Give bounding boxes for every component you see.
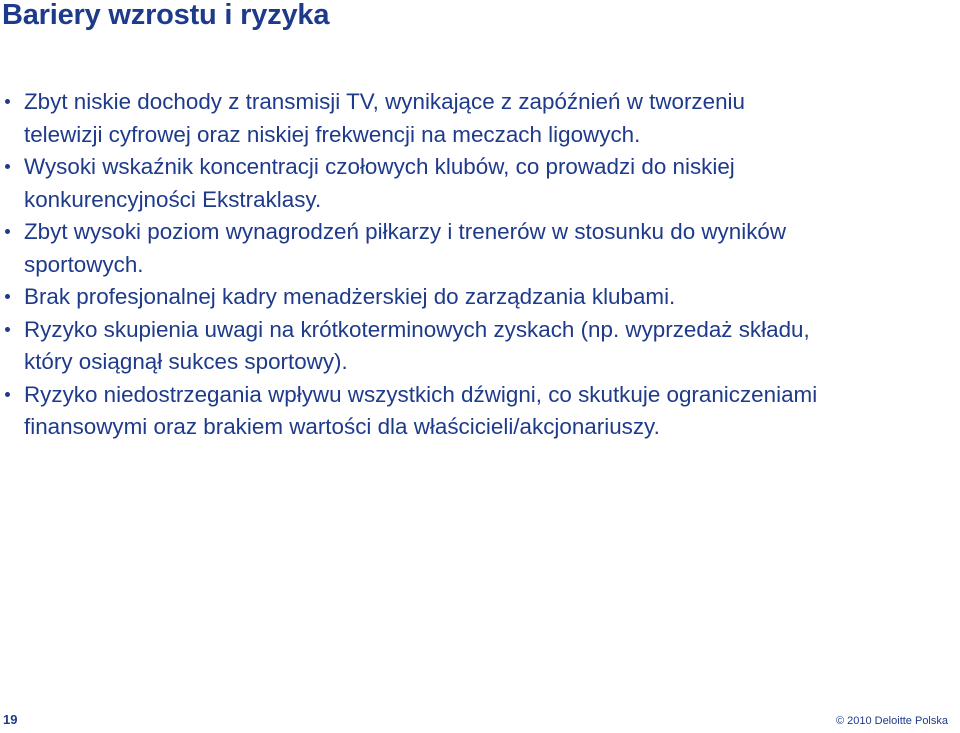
bullet-line: Ryzyko skupienia uwagi na krótkoterminowych zyskach (np. wyprzedaż składu,	[24, 316, 810, 342]
bullet-line: sportowych.	[24, 251, 144, 277]
slide-title: Bariery wzrostu i ryzyka	[2, 0, 330, 31]
bullet-item	[0, 216, 960, 281]
bullet-line: Wysoki wskaźnik koncentracji czołowych klubów, co prowadzi do niskiej	[24, 154, 735, 179]
bullet-item	[0, 86, 960, 151]
bullet-line: finansowymi oraz brakiem wartości dla właścicieli/akcjonariuszy.	[24, 414, 660, 439]
bullet-item	[0, 314, 960, 379]
bullet-line: konkurencyjności Ekstraklasy.	[24, 186, 322, 212]
bullet-line: Zbyt wysoki poziom wynagrodzeń piłkarzy i trenerów w stosunku do wyników	[24, 219, 787, 244]
bullet-icon	[5, 392, 10, 397]
copyright-notice: © 2010 Deloitte Polska	[835, 715, 948, 727]
bullet-icon	[5, 229, 10, 234]
bullet-icon	[5, 327, 10, 332]
bullet-icon	[5, 294, 10, 299]
bullet-line: Ryzyko niedostrzegania wpływu wszystkich dźwigni, co skutkuje ograniczeniami	[24, 381, 818, 407]
bullet-line: Brak profesjonalnej kadry menadżerskiej do zarządzania klubami.	[24, 284, 676, 309]
bullet-list	[0, 86, 960, 444]
bullet-icon	[5, 164, 10, 169]
bullet-item	[0, 151, 960, 216]
page-number: 19	[3, 712, 18, 727]
bullet-line: Zbyt niskie dochody z transmisji TV, wynikające z zapóźnień w tworzeniu	[24, 89, 745, 114]
bullet-icon	[5, 99, 10, 104]
bullet-line: który osiągnął sukces sportowy).	[24, 349, 348, 374]
bullet-line: telewizji cyfrowej oraz niskiej frekwencji na meczach ligowych.	[24, 121, 641, 147]
bullet-item	[0, 281, 960, 314]
bullet-item	[0, 379, 960, 444]
